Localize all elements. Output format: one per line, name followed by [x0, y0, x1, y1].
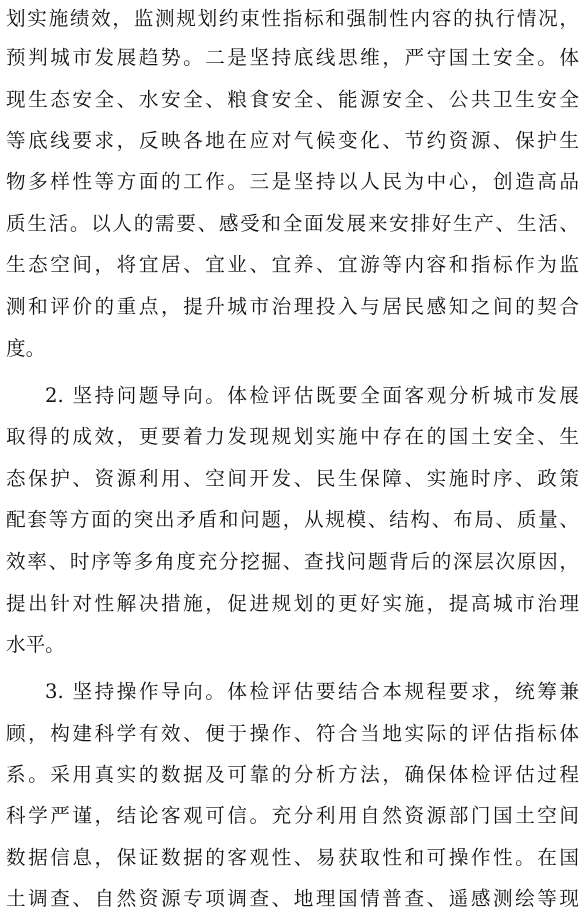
- text-line: 提出针对性解决措施，促进规划的更好实施，提高城市治理: [6, 592, 579, 615]
- text-line: 预判城市发展趋势。二是坚持底线思维，严守国土安全。体: [6, 46, 579, 69]
- text-line: 等底线要求，反映各地在应对气候变化、节约资源、保护生: [6, 129, 579, 152]
- paragraph-2-first-line: 2. 坚持问题导向。体检评估既要全面客观分析城市发展: [45, 384, 579, 407]
- text-line: 生态空间，将宜居、宜业、宜养、宜游等内容和指标作为监: [6, 253, 579, 276]
- text-line: 测和评价的重点，提升城市治理投入与居民感知之间的契合: [6, 295, 579, 318]
- text-line: 水平。: [6, 633, 65, 656]
- text-line: 土调查、自然资源专项调查、地理国情普查、遥感测绘等现: [6, 887, 579, 910]
- paragraph-3-first-line: 3. 坚持操作导向。体检评估要结合本规程要求，统筹兼: [45, 680, 579, 703]
- text-line: 取得的成效，更要着力发现规划实施中存在的国土安全、生: [6, 425, 579, 448]
- text-line: 态保护、资源利用、空间开发、民生保障、实施时序、政策: [6, 467, 579, 490]
- text-line: 科学严谨，结论客观可信。充分利用自然资源部门国土空间: [6, 804, 579, 827]
- text-line: 系。采用真实的数据及可靠的分析方法，确保体检评估过程: [6, 763, 579, 786]
- text-line: 现生态安全、水安全、粮食安全、能源安全、公共卫生安全: [6, 88, 579, 111]
- text-line: 数据信息，保证数据的客观性、易获取性和可操作性。在国: [6, 846, 579, 869]
- text-line: 划实施绩效，监测规划约束性指标和强制性内容的执行情况，: [6, 7, 579, 30]
- text-line: 顾，构建科学有效、便于操作、符合当地实际的评估指标体: [6, 722, 579, 745]
- text-line: 物多样性等方面的工作。三是坚持以人民为中心，创造高品: [6, 170, 579, 193]
- text-line: 效率、时序等多角度充分挖掘、查找问题背后的深层次原因，: [6, 550, 579, 573]
- text-line: 质生活。以人的需要、感受和全面发展来安排好生产、生活、: [6, 212, 579, 235]
- text-line: 配套等方面的突出矛盾和问题，从规模、结构、布局、质量、: [6, 508, 579, 531]
- text-line: 度。: [6, 337, 46, 360]
